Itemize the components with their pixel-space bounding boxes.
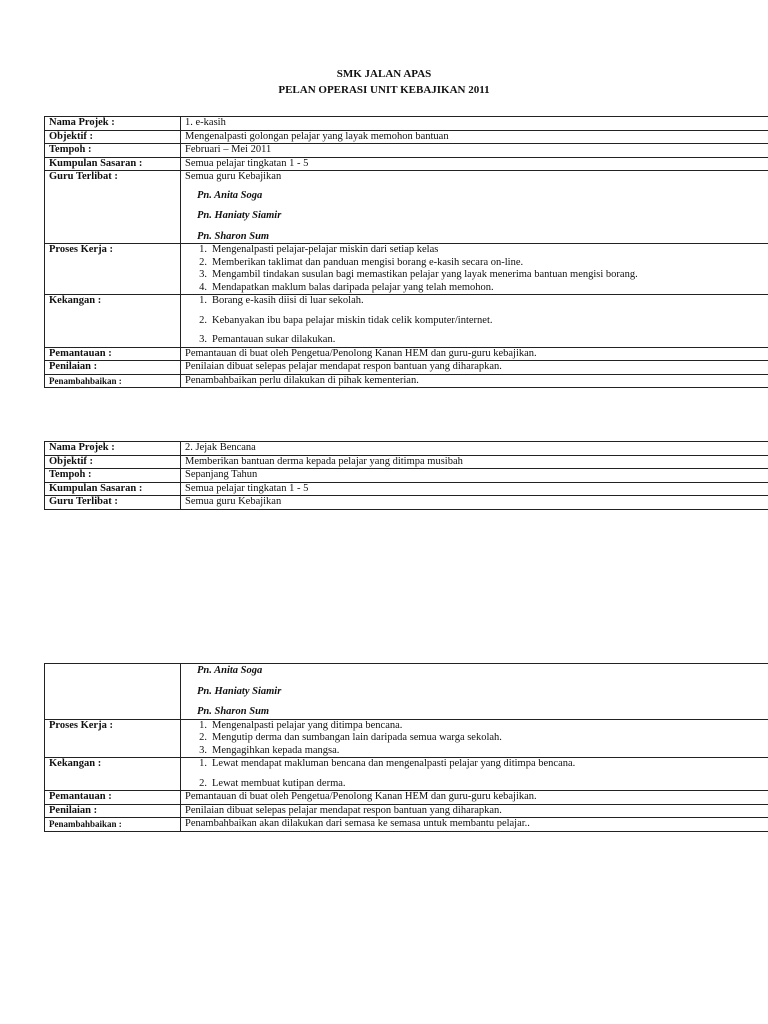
item-text: Pemantauan sukar dilakukan. [212,334,336,345]
project1-objektif: Mengenalpasti golongan pelajar yang layak memohon bantuan [181,130,768,144]
table-row [45,130,768,144]
table-row [45,496,768,510]
item-number: 2. [199,314,207,326]
project2-guru-cell [181,664,768,720]
table-row [45,295,768,348]
table-row [45,482,768,496]
project2-proses-cell [181,719,768,758]
project1-tempoh: Februari – Mei 2011 [181,144,768,158]
project1-kekangan-cell [181,295,768,348]
table-row [45,455,768,469]
item-text: Mengambil tindakan susulan bagi memastikan pelajar yang layak menerima bantuan mengisi borang. [212,269,638,280]
project1-guru-cell [181,171,768,244]
item-number: 4. [199,281,207,293]
item-number: 1. [199,295,207,306]
item-text: Kebanyakan ibu bapa pelajar miskin tidak celik komputer/internet. [212,314,493,326]
item-text: Mengutip derma dan sumbangan lain daripada semua warga sekolah. [212,732,502,743]
table-row [45,157,768,171]
table-row [45,442,768,456]
table-row [45,117,768,131]
table-row [45,804,768,818]
label-penilaian: Penilaian : [45,804,181,818]
label-kekangan: Kekangan : [45,758,181,791]
table-row [45,719,768,758]
project1-penilaian: Penilaian dibuat selepas pelajar mendapat respon bantuan yang diharapkan. [181,361,768,375]
label-tempoh: Tempoh : [45,144,181,158]
table-row [45,664,768,720]
table-row [45,818,768,832]
item-text: Borang e-kasih diisi di luar sekolah. [212,295,364,306]
label-proses-kerja: Proses Kerja : [45,719,181,758]
item-text: Mengagihkan kepada mangsa. [212,744,340,756]
table-row [45,758,768,791]
teacher-name: Pn. Sharon Sum [197,706,270,717]
project2-penilaian: Penilaian dibuat selepas pelajar mendapat respon bantuan yang diharapkan. [181,804,768,818]
label-pemantauan: Pemantauan : [45,347,181,361]
label-pemantauan: Pemantauan : [45,791,181,805]
table-row [45,469,768,483]
list-item [185,732,768,745]
label-nama-projek: Nama Projek : [45,442,181,456]
school-name: SMK JALAN APAS [336,68,432,80]
item-number: 2. [199,732,207,743]
item-text: Lewat mendapat makluman bencana dan mengenalpasti pelajar yang ditimpa bencana. [212,758,576,769]
label-kekangan: Kekangan : [45,295,181,348]
list-item [185,244,768,257]
teacher-name: Pn. Haniaty Siamir [197,685,282,697]
project2-tempoh: Sepanjang Tahun [181,469,768,483]
item-text: Mendapatkan maklum balas daripada pelajar yang telah memohon. [212,281,494,293]
project2-nama: 2. Jejak Bencana [181,442,768,456]
label-kumpulan-sasaran: Kumpulan Sasaran : [45,482,181,496]
item-number: 2. [199,777,207,789]
table-row [45,791,768,805]
label-penambahbaikan: Penambahbaikan : [45,818,181,832]
project1-pemantauan: Pemantauan di buat oleh Pengetua/Penolong Kanan HEM dan guru-guru kebajikan. [181,347,768,361]
project1-proses-cell [181,244,768,295]
list-item [185,257,768,270]
teacher-name: Pn. Anita Soga [197,665,263,676]
list-item [185,778,768,791]
project2-kumpulan: Semua pelajar tingkatan 1 - 5 [181,482,768,496]
project2-table-continued [44,663,768,832]
item-number: 1. [199,758,207,769]
project2-pemantauan: Pemantauan di buat oleh Pengetua/Penolong Kanan HEM dan guru-guru kebajikan. [181,791,768,805]
label-objektif: Objektif : [45,455,181,469]
teacher-name: Pn. Haniaty Siamir [197,210,282,221]
list-item [185,295,768,308]
list-item [185,269,768,282]
label-objektif: Objektif : [45,130,181,144]
table-row [45,244,768,295]
project2-kekangan-cell [181,758,768,791]
list-item [185,745,768,758]
item-number: 1. [199,244,207,255]
empty-label-cell [45,664,181,720]
project1-penambahbaikan: Penambahbaikan perlu dilakukan di pihak kementerian. [181,374,768,388]
label-kumpulan-sasaran: Kumpulan Sasaran : [45,157,181,171]
table-row [45,347,768,361]
label-nama-projek: Nama Projek : [45,117,181,131]
item-number: 3. [199,744,207,756]
project2-guru-intro: Semua guru Kebajikan [181,496,768,510]
table-row [45,144,768,158]
label-guru-terlibat: Guru Terlibat : [45,171,181,244]
item-text: Mengenalpasti pelajar yang ditimpa bencana. [212,719,403,731]
project2-objektif: Memberikan bantuan derma kepada pelajar yang ditimpa musibah [181,455,768,469]
item-number: 2. [199,256,207,268]
item-number: 3. [199,334,207,345]
table-row [45,171,768,244]
plan-title: PELAN OPERASI UNIT KEBAJIKAN 2011 [278,84,490,96]
item-number: 3. [199,269,207,280]
table-row [45,374,768,388]
project2-table-top [44,441,768,510]
project1-kumpulan: Semua pelajar tingkatan 1 - 5 [181,157,768,171]
list-item [185,758,768,771]
item-number: 1. [199,719,207,731]
item-text: Mengenalpasti pelajar-pelajar miskin dari setiap kelas [212,244,439,255]
item-text: Memberikan taklimat dan panduan mengisi borang e-kasih secara on-line. [212,256,524,268]
item-text: Lewat membuat kutipan derma. [212,777,346,789]
table-row [45,361,768,375]
list-item [185,282,768,295]
project1-guru-intro: Semua guru Kebajikan [185,171,282,182]
project1-table [44,116,768,388]
label-tempoh: Tempoh : [45,469,181,483]
label-proses-kerja: Proses Kerja : [45,244,181,295]
label-penilaian: Penilaian : [45,361,181,375]
list-item [185,720,768,733]
list-item [185,334,768,347]
project1-nama: 1. e-kasih [181,117,768,131]
teacher-name: Pn. Sharon Sum [197,230,270,242]
label-guru-terlibat: Guru Terlibat : [45,496,181,510]
teacher-name: Pn. Anita Soga [197,189,263,201]
list-item [185,315,768,328]
project2-penambahbaikan: Penambahbaikan akan dilakukan dari semasa ke semasa untuk membantu pelajar.. [181,818,768,832]
label-penambahbaikan: Penambahbaikan : [45,374,181,388]
